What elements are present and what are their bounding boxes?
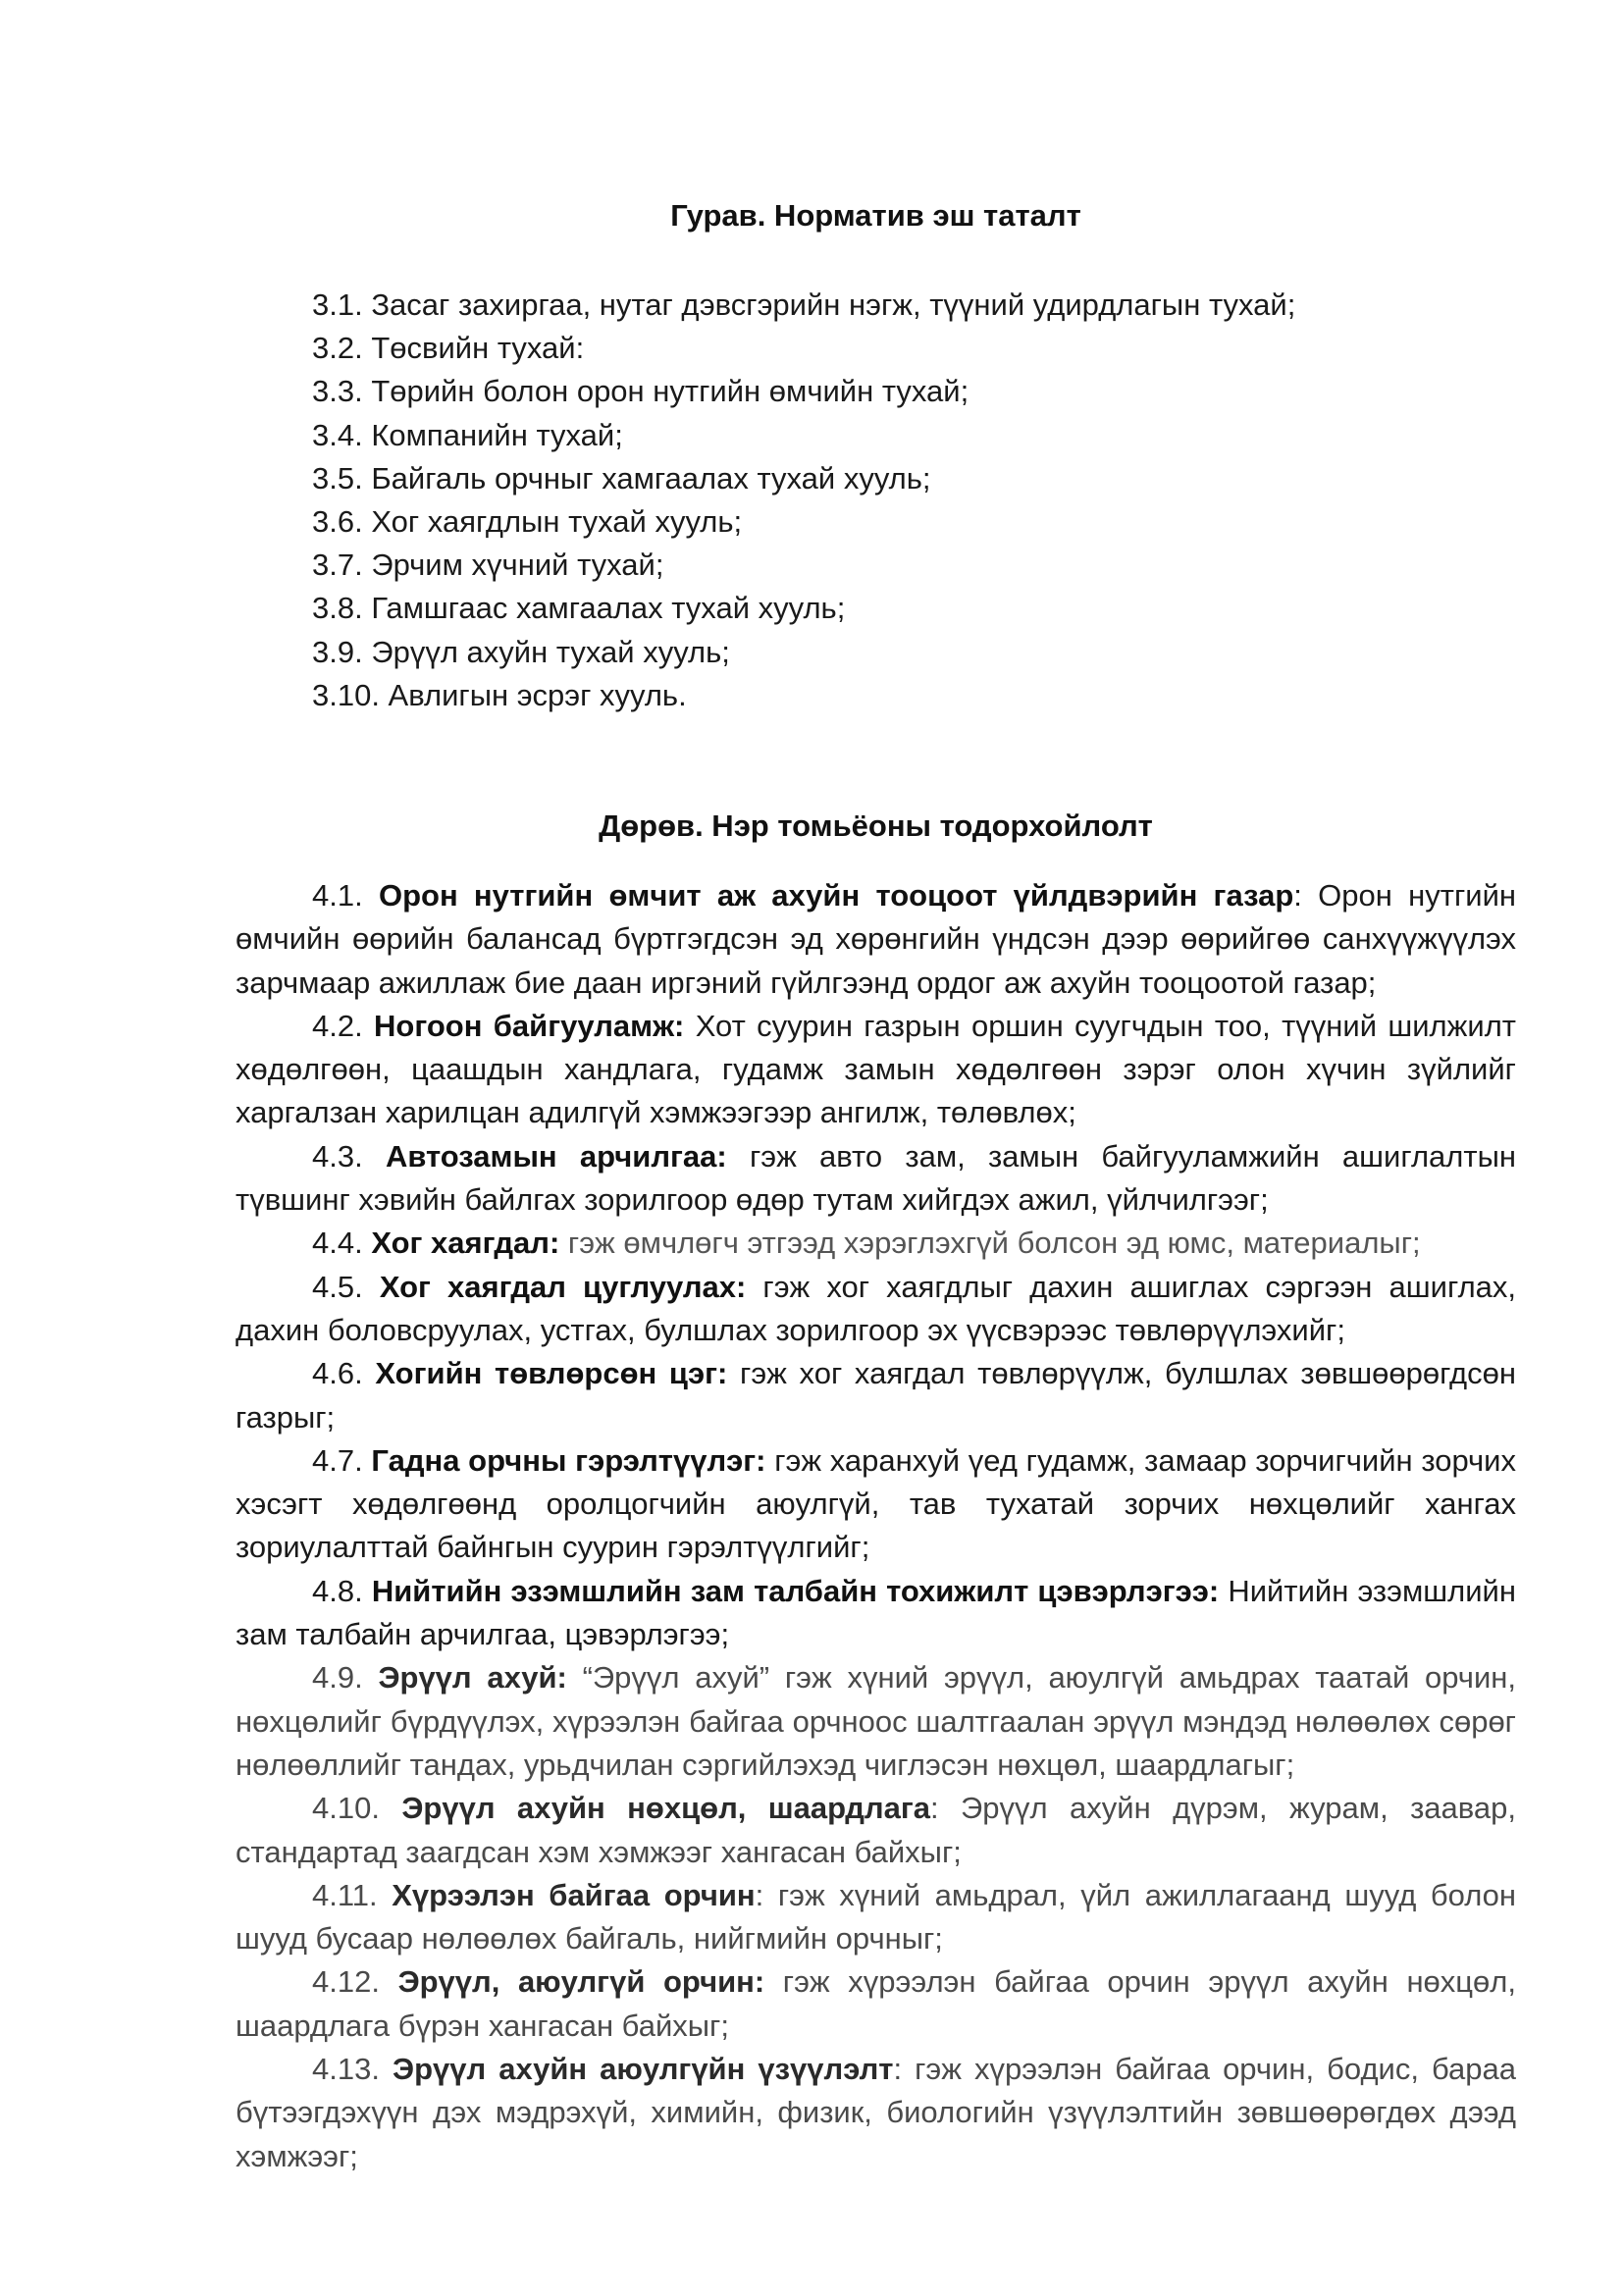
definition-number: 4.2. [312,1008,375,1043]
definition-number: 4.8. [312,1573,372,1608]
definition-number: 4.9. [312,1660,379,1696]
definition-text: : Орон нутгийн өмчийн өөрийн балансад бүртгэгдсэн эд хөрөнгийн үндсэн дээр өөрийгөө санхүүжүүлэх зарчмаар ажиллаж бие даан иргэний гүйлгээнд ордог аж ахуйн тооцоотой газар; [236,878,1516,1000]
definition-text: гэж харанхуй үед гудамж, замаар зорчигчийн зорчих хэсэгт хөдөлгөөнд оролцогчийн аюулгүй, тав тухатай зорчих нөхцөлийг хангах зориулалттай байнгын суурин гэрэлтүүлгийг; [236,1442,1516,1565]
definition-term: Гадна орчны гэрэлтүүлэг: [371,1442,766,1478]
definition-item [236,1874,1516,1961]
definition-term: Эрүүл ахуйн нөхцөл, шаардлага [401,1791,931,1826]
definition-item [236,1005,1516,1135]
definition-number: 4.5. [312,1269,380,1304]
definition-term: Эрүүл ахуй: [378,1660,567,1696]
definition-item [236,2048,1516,2178]
definition-term: Эрүүл ахуйн аюулгүйн үзүүлэлт [393,2052,894,2087]
list-item: 3.9. Эрүүл ахуйн тухай хууль; [312,634,730,669]
definition-text: гэж авто зам, замын байгууламжийн ашиглалтын түвшинг хэвийн байлгах зорилгоор өдөр тутам хийгдэх ажил, үйлчилгээг; [236,1138,1516,1218]
definition-item [236,1656,1516,1787]
definition-text: гэж хүрээлэн байгаа орчин эрүүл ахуйн нөхцөл, шаардлага бүрэн хангасан байхыг; [236,1964,1516,2043]
list-item: 3.5. Байгаль орчныг хамгаалах тухай хууль; [312,460,931,496]
list-item: 3.6. Хог хаягдлын тухай хууль; [312,504,743,540]
list-item: 3.2. Төсвийн тухай: [312,331,585,366]
definition-number: 4.13. [312,2052,393,2087]
definition-text: Хот суурин газрын оршин суугчдын тоо, түүний шилжилт хөдөлгөөн, цаашдын хандлага, гудамж замын хөдөлгөөн зэрэг олон хүчин зүйлийг харгалзан харилцан адилгүй хэмжээгээр ангилж, төлөвлөх; [236,1008,1516,1130]
definition-text: гэж хог хаягдлыг дахин ашиглах сэргээн ашиглах, дахин боловсруулах, устгах, булшлах зорилгоор эх үүсвэрээс төвлөрүүлэхийг; [236,1269,1517,1347]
list-item: 3.7. Эрчим хүчний тухай; [312,548,664,583]
definition-term: Хог хаягдал: [371,1226,560,1261]
definition-number: 4.11. [312,1877,393,1912]
list-item: 3.1. Засаг захиргаа, нутаг дэвсгэрийн нэгж, түүний удирдлагын тухай; [312,287,1296,322]
definition-text: “Эрүүл ахуй” гэж хүний эрүүл, аюулгүй амьдрах таатай орчин, нөхцөлийг бүрдүүлэх, хүрээлэн байгаа орчноос шалтгаалан эрүүл мэндэд нөлөөлөх сөрөг нөлөөллийг тандах, урьдчилан сэргийлэхэд чиглэсэн нөхцөл, шаардлагыг; [236,1660,1516,1782]
definition-term: Автозамын арчилгаа: [385,1138,727,1174]
section-4-heading: Дөрөв. Нэр томьёоны тодорхойлолт [599,809,1153,843]
section-3-heading: Гурав. Норматив эш таталт [670,198,1081,233]
definition-term: Орон нутгийн өмчит аж ахуйн тооцоот үйлдвэрийн газар [378,878,1294,913]
definition-number: 4.1. [312,878,379,913]
definition-number: 4.10. [312,1791,402,1826]
definition-text: : гэж хүний амьдрал, үйл ажиллагаанд шууд болон шууд бусаар нөлөөлөх байгаль, нийгмийн орчныг; [236,1877,1516,1957]
definition-term: Ногоон байгууламж: [374,1008,685,1043]
definition-number: 4.4. [312,1226,372,1261]
definition-number: 4.6. [312,1356,376,1391]
list-item: 3.3. Төрийн болон орон нутгийн өмчийн тухай; [312,374,969,409]
list-item: 3.4. Компанийн тухай; [312,417,623,452]
definition-item [236,1787,1516,1874]
definition-number: 4.12. [312,1964,398,2000]
definition-term: Хүрээлэн байгаа орчин [392,1877,756,1912]
list-item: 3.8. Гамшгаас хамгаалах тухай хууль; [312,591,846,626]
list-item: 3.10. Авлигын эсрэг хууль. [312,677,687,712]
definition-item [236,1222,1516,1265]
definition-number: 4.3. [312,1138,386,1174]
definition-item [236,1135,1516,1223]
normative-references-list [312,284,1441,717]
definition-item [236,1266,1516,1353]
definition-term: Хог хаягдал цуглуулах: [379,1269,747,1304]
definition-text: гэж хог хаягдал төвлөрүүлж, булшлах зөвшөөрөгдсөн газрыг; [236,1356,1516,1435]
definition-term: Нийтийн эзэмшлийн зам талбайн тохижилт цэвэрлэгээ: [371,1573,1220,1608]
definition-text: : гэж хүрээлэн байгаа орчин, бодис, бараа бүтээгдэхүүн дэх мэдрэхүй, химийн, физик, биологийн үзүүлэлтийн зөвшөөрөгдөх дээд хэмжээг; [236,2052,1517,2173]
definition-term: Эрүүл, аюулгүй орчин: [397,1964,765,2000]
definitions-list [236,874,1516,2178]
definition-text: : Эрүүл ахуйн дүрэм, журам, заавар, стандартад заагдсан хэм хэмжээг хангасан байхыг; [236,1791,1516,1869]
definition-item [236,1960,1516,2048]
definition-text: гэж өмчлөгч этгээд хэрэглэхгүй болсон эд юмс, материалыг; [559,1226,1421,1261]
definition-number: 4.7. [312,1442,372,1478]
definition-item [236,1570,1516,1657]
definition-item [236,874,1516,1005]
definition-term: Хогийн төвлөрсөн цэг: [375,1356,728,1391]
definition-item [236,1352,1516,1439]
definition-text: Нийтийн эзэмшлийн зам талбайн арчилгаа, цэвэрлэгээ; [236,1573,1516,1652]
definition-item [236,1439,1516,1570]
